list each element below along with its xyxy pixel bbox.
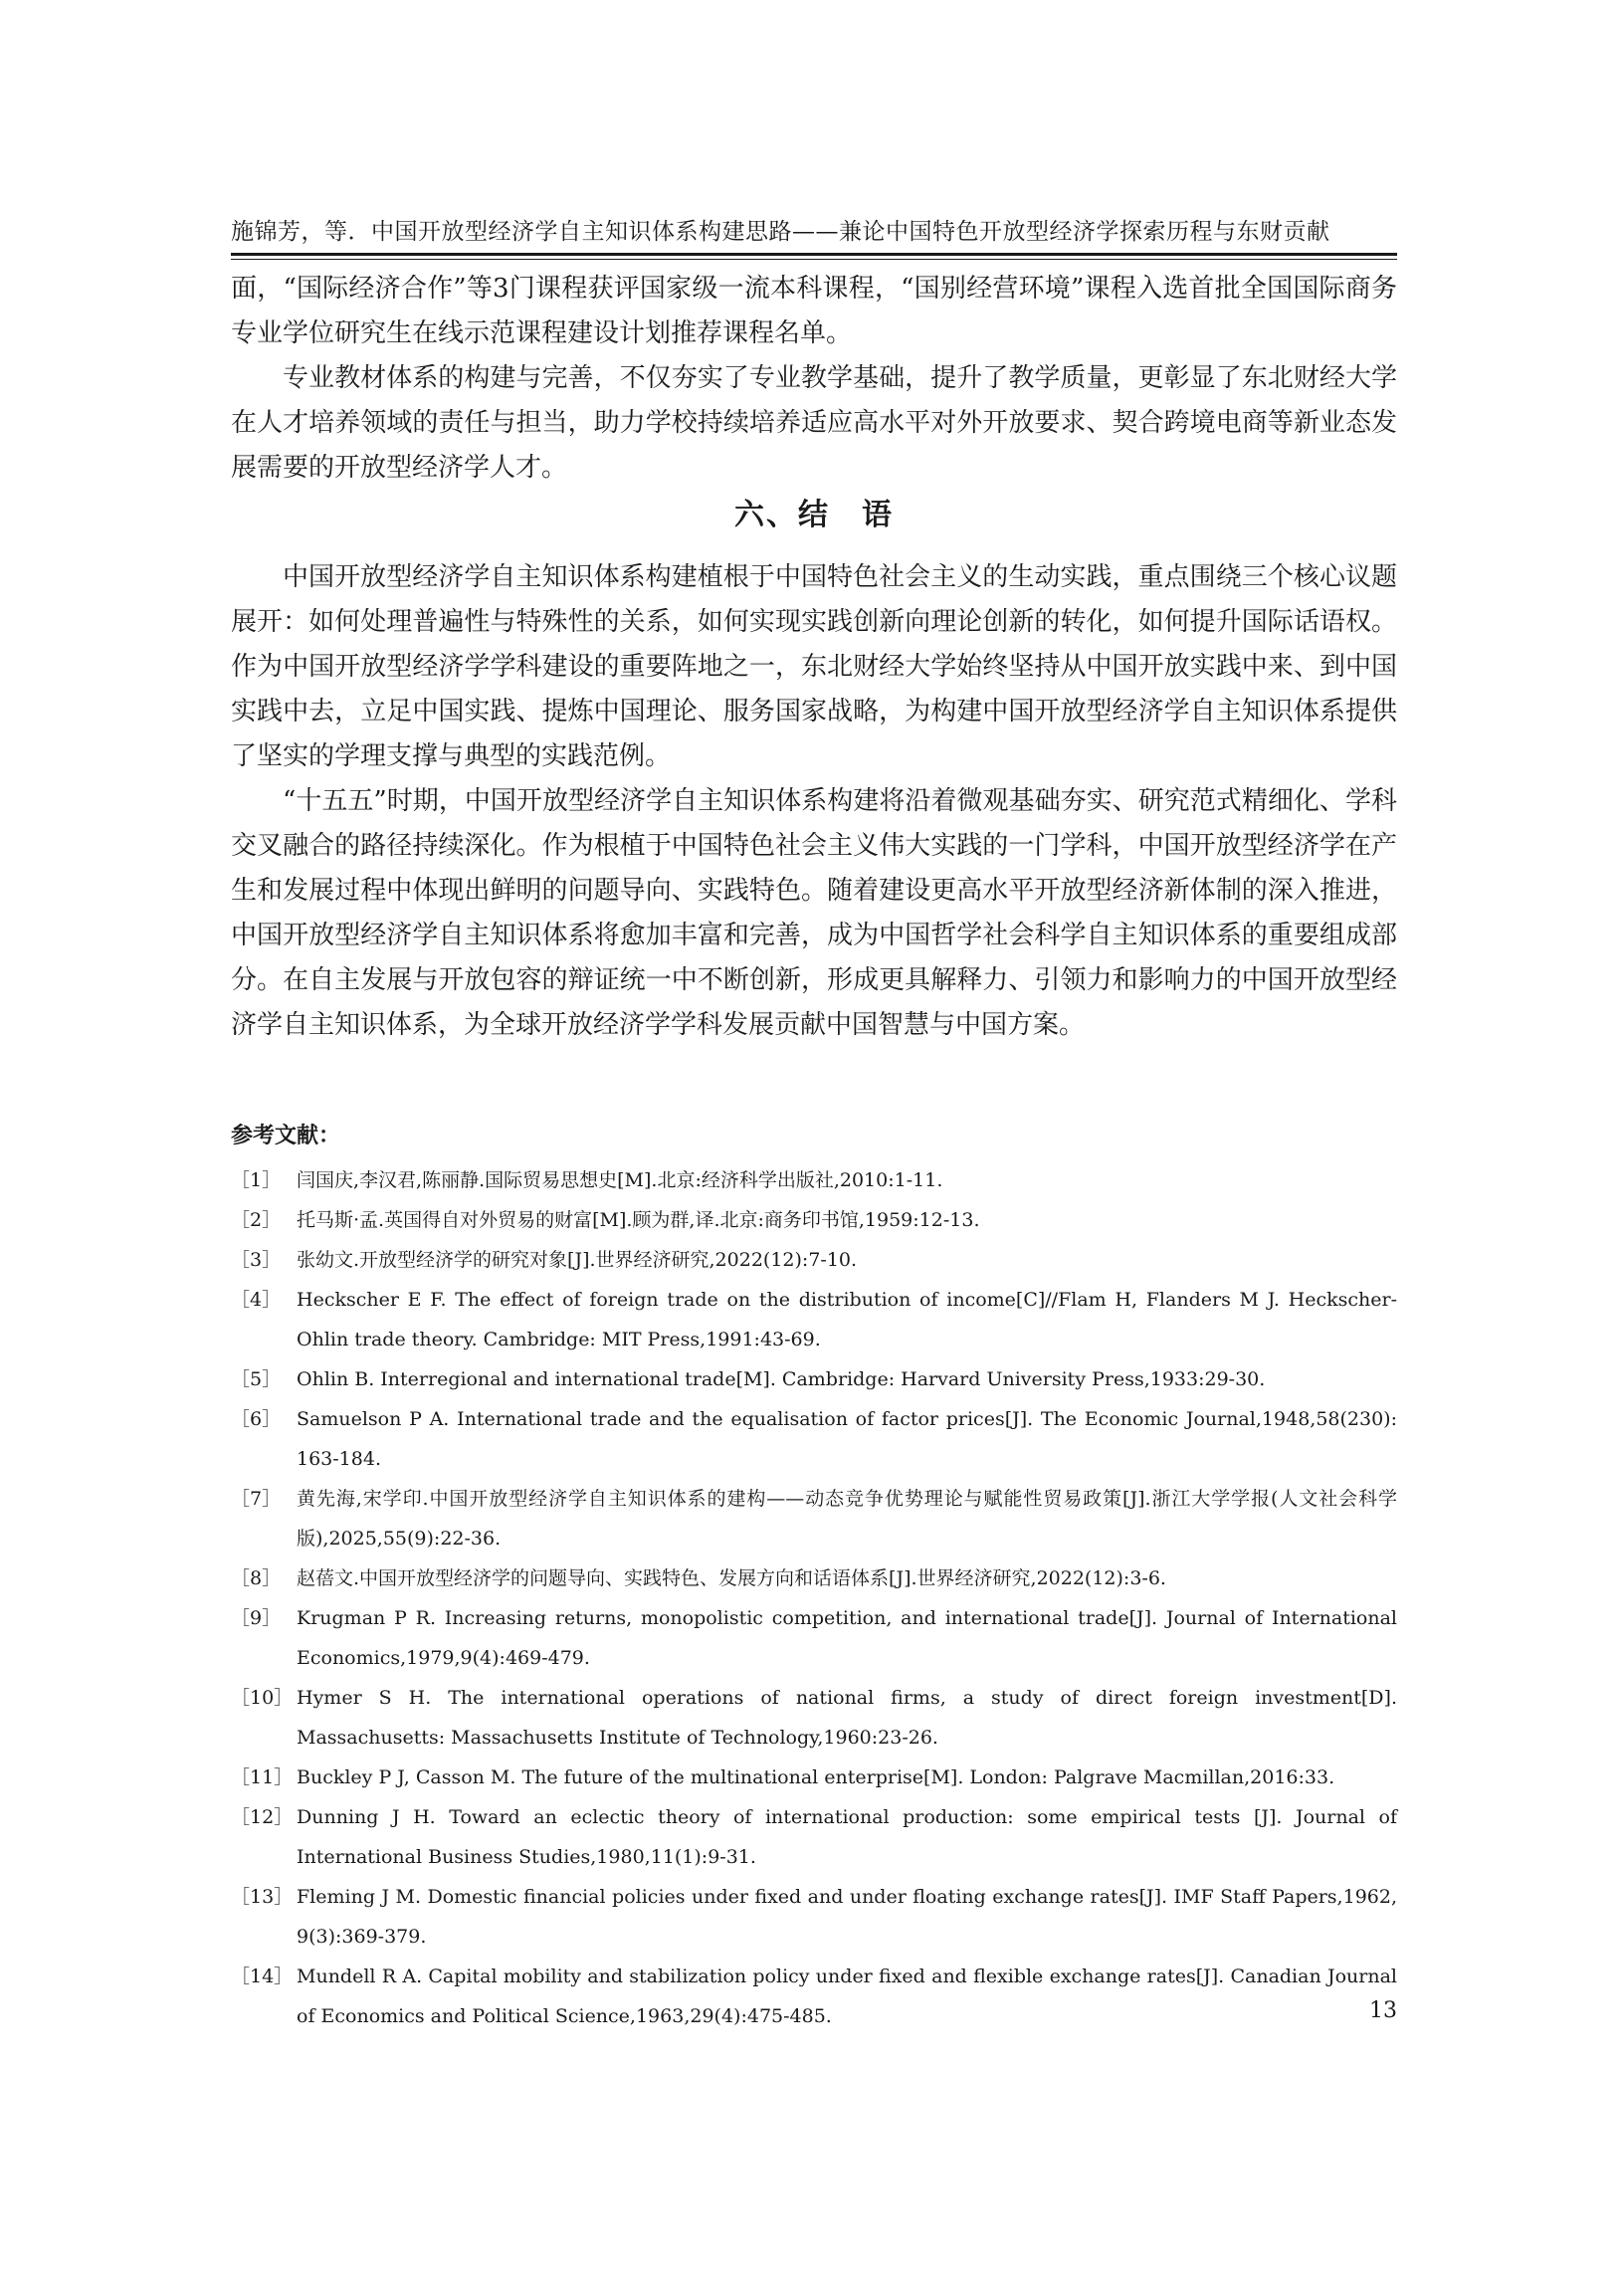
reference-item [231,1200,1397,1240]
reference-item [231,1877,1397,1957]
reference-text: Ohlin B. Interregional and international trade[M]. Cambridge: Harvard University Press,1933:29-30. [297,1368,1266,1390]
reference-text: Mundell R A. Capital mobility and stabilization policy under fixed and flexible exchange rates[J]. Canadian Journal of Economics and Political Science,1963,29(4):475-485. [297,1966,1397,2027]
paragraph: 面，“国际经济合作”等3门课程获评国家级一流本科课程，“国别经营环境”课程入选首批全国国际商务专业学位研究生在线示范课程建设计划推荐课程名单。 [231,274,1397,348]
reference-number: ［3］ [231,1249,282,1271]
reference-item [231,1558,1397,1598]
reference-text: Hymer S H. The international operations of national firms, a study of direct foreign investment[D]. Massachusetts: Massachusetts Institute of Technology,1960:23-26. [297,1687,1397,1749]
reference-item [231,1399,1397,1479]
header-rule [231,253,1397,256]
page-number: 13 [1369,1998,1397,2023]
reference-text: 托马斯·孟.英国得自对外贸易的财富[M].顾为群,译.北京:商务印书馆,1959:12-13. [297,1209,980,1231]
reference-item [231,1598,1397,1678]
reference-item [231,1797,1397,1877]
reference-item [231,1280,1397,1359]
reference-item [231,1678,1397,1758]
reference-item [231,1160,1397,1200]
reference-number: ［4］ [231,1289,282,1311]
reference-item [231,1240,1397,1280]
reference-item [231,1359,1397,1399]
header-rule-thin [231,259,1397,260]
reference-number: ［8］ [231,1567,282,1589]
reference-text: Dunning J H. Toward an eclectic theory of international production: some empirical tests [J]. Journal of International Business Studies,1980,11(1):9-31. [297,1806,1397,1868]
reference-number: ［1］ [231,1169,282,1191]
reference-text: Heckscher E F. The effect of foreign trade on the distribution of income[C]//Flam H, Flanders M J. Heckscher-Ohlin trade theory. Cambridge: MIT Press,1991:43-69. [297,1289,1397,1350]
body-block-conclusion [231,555,1397,1048]
reference-text: 黄先海,宋学印.中国开放型经济学自主知识体系的建构——动态竞争优势理论与赋能性贸易政策[J].浙江大学学报(人文社会科学版),2025,55(9):22-36. [297,1488,1397,1550]
reference-item [231,1758,1397,1797]
reference-text: Buckley P J, Casson M. The future of the multinational enterprise[M]. London: Palgrave Macmillan,2016:33. [297,1766,1335,1788]
paragraph: 专业教材体系的构建与完善，不仅夯实了专业教学基础，提升了教学质量，更彰显了东北财经大学在人才培养领域的责任与担当，助力学校持续培养适应高水平对外开放要求、契合跨境电商等新业态发展需要的开放型经济学人才。 [231,363,1397,483]
paragraph: “十五五”时期，中国开放型经济学自主知识体系构建将沿着微观基础夯实、研究范式精细化、学科交叉融合的路径持续深化。作为根植于中国特色社会主义伟大实践的一门学科，中国开放型经济学在产生和发展过程中体现出鲜明的问题导向、实践特色。随着建设更高水平开放型经济新体制的深入推进，中国开放型经济学自主知识体系将愈加丰富和完善，成为中国哲学社会科学自主知识体系的重要组成部分。在自主发展与开放包容的辩证统一中不断创新，形成更具解释力、引领力和影响力的中国开放型经济学自主知识体系，为全球开放经济学学科发展贡献中国智慧与中国方案。 [231,786,1397,1040]
reference-number: ［7］ [231,1488,282,1510]
reference-number: ［5］ [231,1368,282,1390]
body-block-before-section [231,267,1397,491]
running-header: 施锦芳，等．中国开放型经济学自主知识体系构建思路——兼论中国特色开放型经济学探索历程与东财贡献 [231,219,1330,245]
reference-number: ［10］ [231,1687,294,1709]
reference-number: ［11］ [231,1766,294,1788]
reference-number: ［13］ [231,1886,294,1908]
references-title: 参考文献： [231,1124,341,1148]
reference-number: ［9］ [231,1607,282,1629]
reference-text: Samuelson P A. International trade and the equalisation of factor prices[J]. The Economic Journal,1948,58(230): 163-184. [297,1408,1397,1470]
paragraph: 中国开放型经济学自主知识体系构建植根于中国特色社会主义的生动实践，重点围绕三个核心议题展开：如何处理普遍性与特殊性的关系，如何实现实践创新向理论创新的转化，如何提升国际话语权。作为中国开放型经济学学科建设的重要阵地之一，东北财经大学始终坚持从中国开放实践中来、到中国实践中去，立足中国实践、提炼中国理论、服务国家战略，为构建中国开放型经济学自主知识体系提供了坚实的学理支撑与典型的实践范例。 [231,562,1397,771]
reference-text: 张幼文.开放型经济学的研究对象[J].世界经济研究,2022(12):7-10. [297,1249,858,1271]
reference-text: Krugman P R. Increasing returns, monopolistic competition, and international trade[J]. Journal of International Economics,1979,9(4):469-479. [297,1607,1397,1669]
reference-item [231,1957,1397,2036]
section-heading: 六、结 语 [734,498,894,532]
reference-number: ［2］ [231,1209,282,1231]
reference-text: Fleming J M. Domestic financial policies under fixed and under floating exchange rates[J]. IMF Staff Papers,1962, 9(3):369-379. [297,1886,1397,1948]
references-list [231,1160,1397,2036]
reference-item [231,1479,1397,1558]
reference-text: 闫国庆,李汉君,陈丽静.国际贸易思想史[M].北京:经济科学出版社,2010:1-11. [297,1169,943,1191]
reference-number: ［14］ [231,1966,294,1987]
reference-number: ［6］ [231,1408,282,1430]
reference-number: ［12］ [231,1806,294,1828]
reference-text: 赵蓓文.中国开放型经济学的问题导向、实践特色、发展方向和话语体系[J].世界经济研究,2022(12):3-6. [297,1567,1166,1589]
